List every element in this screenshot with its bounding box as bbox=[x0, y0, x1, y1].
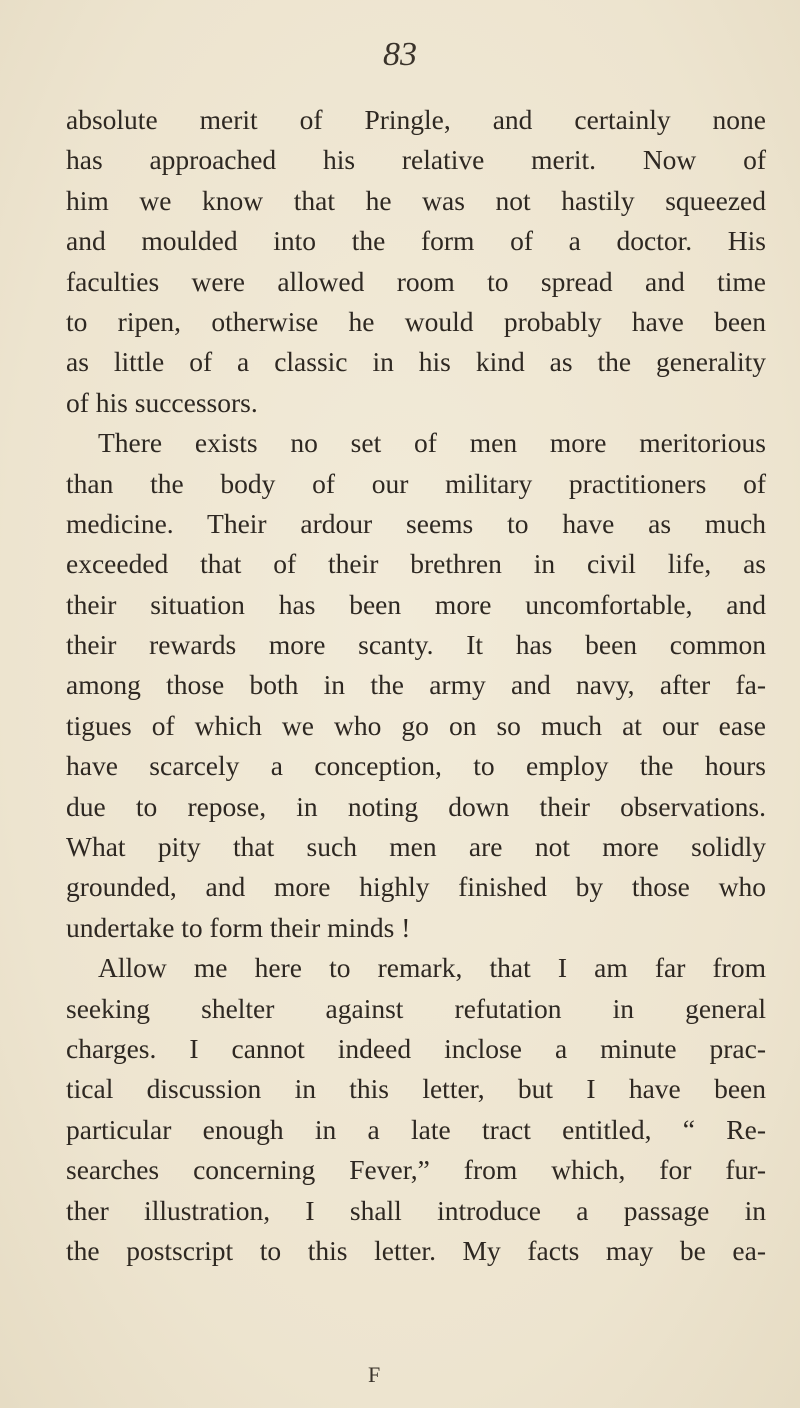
page-number: 83 bbox=[383, 36, 417, 73]
text-line: to ripen, otherwise he would probably have been bbox=[66, 305, 766, 337]
body-text bbox=[66, 100, 766, 1271]
text-line: charges. I cannot indeed inclose a minute prac- bbox=[66, 1032, 766, 1064]
text-line: undertake to form their minds ! bbox=[66, 911, 411, 943]
text-line: absolute merit of Pringle, and certainly none bbox=[66, 104, 766, 135]
text-line: faculties were allowed room to spread and time bbox=[66, 265, 766, 297]
text-line: What pity that such men are not more solidly bbox=[66, 831, 766, 863]
text-line: and moulded into the form of a doctor. His bbox=[66, 225, 766, 257]
text-line: grounded, and more highly finished by those who bbox=[66, 871, 766, 903]
text-line: medicine. Their ardour seems to have as much bbox=[66, 507, 766, 539]
text-line: particular enough in a late tract entitled, “ Re- bbox=[66, 1113, 766, 1145]
text-line: There exists no set of men more meritorious bbox=[98, 427, 766, 459]
text-line: has approached his relative merit. Now of bbox=[66, 144, 766, 176]
text-line: of his successors. bbox=[66, 386, 258, 418]
text-line: exceeded that of their brethren in civil life, as bbox=[66, 548, 766, 580]
text-line: searches concerning Fever,” from which, for fur- bbox=[66, 1154, 766, 1186]
text-line: as little of a classic in his kind as the generality bbox=[66, 346, 766, 378]
text-line: due to repose, in noting down their observations. bbox=[66, 790, 766, 822]
text-line: their situation has been more uncomfortable, and bbox=[66, 588, 766, 620]
text-line: than the body of our military practitioners of bbox=[66, 467, 766, 499]
text-line: him we know that he was not hastily squeezed bbox=[66, 184, 766, 216]
text-line: seeking shelter against refutation in general bbox=[66, 992, 766, 1024]
text-line: the postscript to this letter. My facts may be ea- bbox=[66, 1234, 766, 1266]
text-line: Allow me here to remark, that I am far from bbox=[98, 952, 766, 984]
text-line: among those both in the army and navy, after fa- bbox=[66, 669, 766, 701]
text-line: tical discussion in this letter, but I have been bbox=[66, 1073, 766, 1105]
text-line: tigues of which we who go on so much at our ease bbox=[66, 709, 766, 741]
text-line: their rewards more scanty. It has been common bbox=[66, 629, 766, 661]
text-line: ther illustration, I shall introduce a passage in bbox=[66, 1194, 766, 1226]
text-line: have scarcely a conception, to employ the hours bbox=[66, 750, 766, 782]
signature-mark: F bbox=[368, 1362, 381, 1387]
